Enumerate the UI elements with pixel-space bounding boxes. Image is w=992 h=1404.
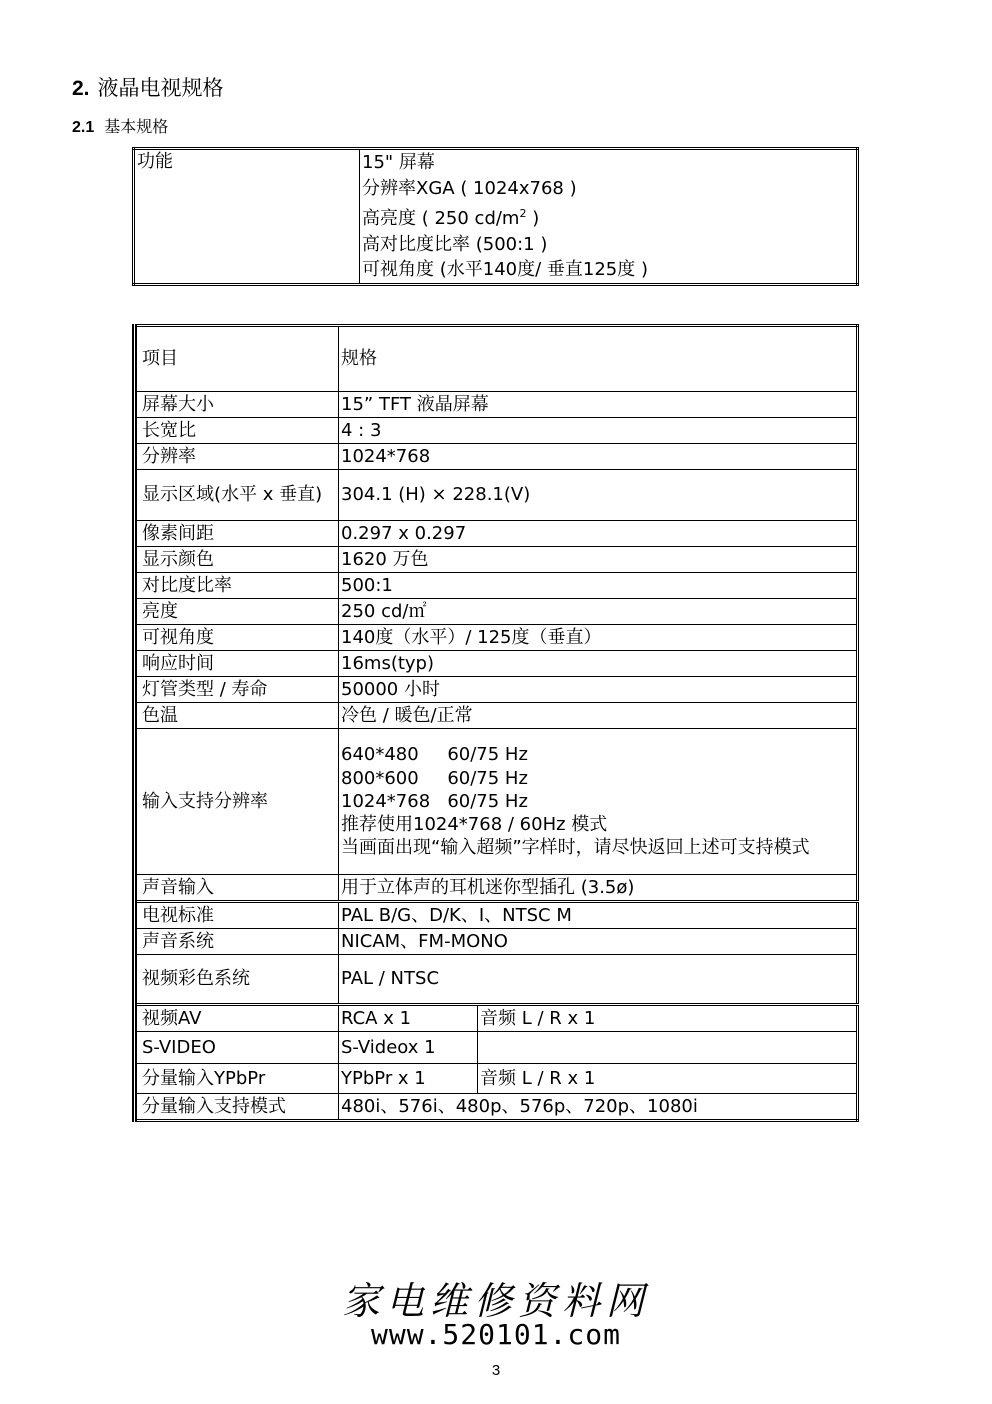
row-key: 亮度 <box>135 599 339 625</box>
row-value: 1620 万色 <box>339 547 858 573</box>
table-row <box>135 729 858 875</box>
site-logo-chinese: 家电维修资料网 <box>341 1279 650 1323</box>
table-row <box>135 1064 858 1094</box>
feature-line: 分辨率XGA ( 1024x768 ) <box>362 177 577 199</box>
table-row <box>135 677 858 703</box>
section-heading <box>72 72 224 102</box>
row-value: S-Videox 1 <box>339 1032 478 1064</box>
table-row <box>135 470 858 521</box>
row-value: YPbPr x 1 <box>339 1064 478 1094</box>
row-key: 可视角度 <box>135 625 339 651</box>
feature-table <box>132 147 859 286</box>
row-key: 分辨率 <box>135 444 339 470</box>
row-value: 50000 小时 <box>339 677 858 703</box>
row-key: S-VIDEO <box>135 1032 339 1064</box>
row-value: 用于立体声的耳机迷你型插孔 (3.5ø) <box>339 875 858 902</box>
row-value: 冷色 / 暖色/正常 <box>339 703 858 729</box>
table-row <box>135 599 858 625</box>
row-value: 140度（水平）/ 125度（垂直） <box>339 625 858 651</box>
resolution-line: 当画面出现“输入超频”字样时，请尽快返回上述可支持模式 <box>341 837 810 859</box>
row-key: 分量输入YPbPr <box>135 1064 339 1094</box>
table-row <box>135 902 858 929</box>
row-value: 15” TFT 液晶屏幕 <box>339 392 858 418</box>
row-key: 声音输入 <box>135 875 339 902</box>
row-value-2 <box>478 1032 858 1064</box>
row-key: 分量输入支持模式 <box>135 1094 339 1121</box>
row-value: PAL / NTSC <box>339 955 858 1005</box>
feature-line <box>362 201 854 232</box>
row-key: 像素间距 <box>135 521 339 547</box>
feature-label: 功能 <box>134 149 360 285</box>
feature-text: ) <box>526 208 540 229</box>
table-row <box>135 875 858 902</box>
row-key: 屏幕大小 <box>135 392 339 418</box>
superscript: 2 <box>519 207 527 220</box>
row-value: 250 cd/㎡ <box>339 599 858 625</box>
row-key: 显示区域(水平 x 垂直) <box>135 470 339 521</box>
resolution-line: 800*600 60/75 Hz <box>341 767 528 789</box>
table-row <box>135 521 858 547</box>
row-key: 响应时间 <box>135 651 339 677</box>
row-value: 16ms(typ) <box>339 651 858 677</box>
resolution-line: 1024*768 60/75 Hz <box>341 790 528 812</box>
row-key: 灯管类型 / 寿命 <box>135 677 339 703</box>
row-value: 0.297 x 0.297 <box>339 521 858 547</box>
row-key: 输入支持分辨率 <box>135 729 339 875</box>
row-key: 长宽比 <box>135 418 339 444</box>
page-number: 3 <box>491 1362 501 1379</box>
table-row <box>135 573 858 599</box>
table-row <box>135 625 858 651</box>
table-row <box>135 1032 858 1064</box>
row-value-2: 音频 L / R x 1 <box>478 1005 858 1032</box>
row-value <box>339 729 858 875</box>
feature-text: 高亮度 ( 250 cd/m <box>362 208 520 229</box>
subsection-title: 基本规格 <box>104 117 169 136</box>
table-row <box>135 929 858 955</box>
header-item: 项目 <box>135 326 339 392</box>
spec-table <box>132 324 859 1122</box>
header-spec: 规格 <box>339 326 858 392</box>
row-key: 对比度比率 <box>135 573 339 599</box>
resolution-line: 推荐使用1024*768 / 60Hz 模式 <box>341 814 608 836</box>
feature-list <box>360 149 858 285</box>
table-header-row <box>135 326 858 392</box>
table-row <box>135 651 858 677</box>
row-value-2: 音频 L / R x 1 <box>478 1064 858 1094</box>
row-key: 色温 <box>135 703 339 729</box>
row-key: 视频AV <box>135 1005 339 1032</box>
site-logo-url: www.520101.com <box>370 1318 621 1351</box>
row-key: 显示颜色 <box>135 547 339 573</box>
row-value: 4 : 3 <box>339 418 858 444</box>
subsection-heading <box>72 114 168 137</box>
table-row <box>135 418 858 444</box>
section-title: 液晶电视规格 <box>97 76 224 100</box>
feature-line: 可视角度 (水平140度/ 垂直125度 ) <box>362 259 648 280</box>
row-key: 视频彩色系统 <box>135 955 339 1005</box>
table-row <box>135 547 858 573</box>
row-value: 304.1 (H) × 228.1(V) <box>339 470 858 521</box>
row-value: NICAM、FM-MONO <box>339 929 858 955</box>
row-value: 500:1 <box>339 573 858 599</box>
row-value: 480i、576i、480p、576p、720p、1080i <box>339 1094 858 1121</box>
row-key: 声音系统 <box>135 929 339 955</box>
row-value: PAL B/G、D/K、I、NTSC M <box>339 902 858 929</box>
section-number: 2. <box>72 77 90 100</box>
feature-line: 15" 屏幕 <box>362 152 435 173</box>
feature-line: 高对比度比率 (500:1 ) <box>362 233 548 255</box>
table-row <box>135 703 858 729</box>
row-value: 1024*768 <box>339 444 858 470</box>
row-value: RCA x 1 <box>339 1005 478 1032</box>
table-row <box>135 1094 858 1121</box>
table-row <box>135 392 858 418</box>
resolution-line: 640*480 60/75 Hz <box>341 744 528 766</box>
table-row <box>135 444 858 470</box>
feature-row <box>134 149 858 285</box>
subsection-number: 2.1 <box>72 119 95 136</box>
table-row <box>135 1005 858 1032</box>
row-key: 电视标准 <box>135 902 339 929</box>
table-row <box>135 955 858 1005</box>
